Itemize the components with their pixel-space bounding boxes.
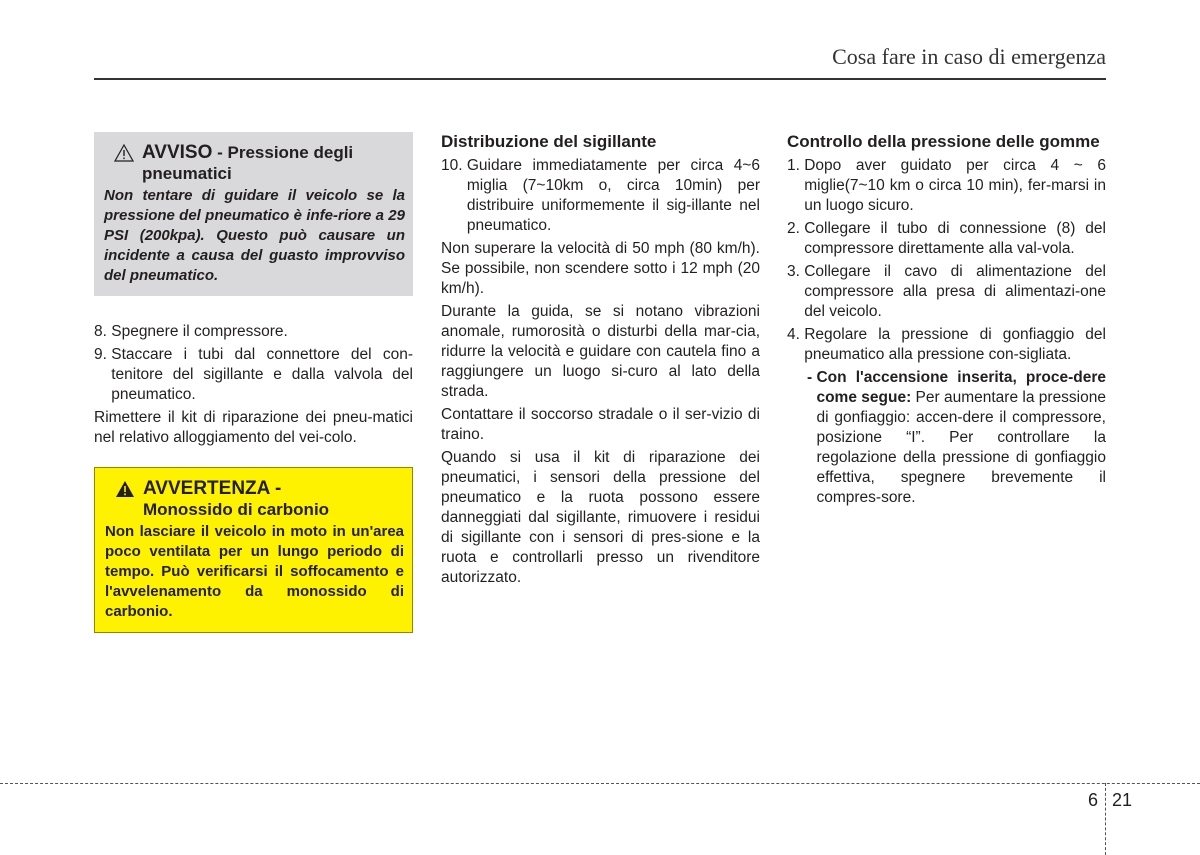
list-item: [787, 156, 1106, 216]
avviso-label: AVVISO: [142, 142, 213, 163]
item-text: Spegnere il compressore.: [111, 323, 288, 340]
list-item: [787, 219, 1106, 259]
header-divider: [94, 78, 1106, 80]
avviso-box: [94, 132, 413, 296]
list-item: [787, 325, 1106, 365]
paragraph: Non superare la velocità di 50 mph (80 km/h). Se possibile, non scendere sotto i 12 mph (20 km/h).: [441, 240, 760, 297]
chapter-number: 6: [1087, 790, 1098, 810]
item-number: 2.: [787, 220, 805, 237]
item-text: Regolare la pressione di gonfiaggio del pneumatico alla pressione con-sigliata.: [804, 326, 1106, 363]
item-number: 3.: [787, 263, 805, 280]
item-number: 10.: [441, 157, 467, 174]
warning-outline-icon: [114, 144, 134, 162]
item-number: 1.: [787, 157, 805, 174]
avvertenza-heading: [105, 478, 404, 520]
sub-item-dash: -: [807, 369, 817, 386]
item-number: 4.: [787, 326, 805, 343]
sub-list-item: [787, 368, 1106, 508]
avviso-heading: [104, 142, 405, 184]
avvertenza-body: Non lasciare il veicolo in moto in un'area poco ventilata per un lungo periodo di tempo. Può verificarsi il soffocamento e l'avvelenamento da monossido di carbonio.: [105, 523, 404, 620]
paragraph: Durante la guida, se si notano vibrazioni anomale, rumorosità o disturbi della mar-cia, ridurre la velocità e guidare con cautela fino a raggiungere un luogo si-curo al lato della strada.: [441, 303, 760, 400]
column-right: [787, 132, 1106, 508]
sub-item-rest: Per aumentare la pressione di gonfiaggio: accen-dere il compressore, posizione “I”. Per controllare la regolazione della pressione di gonfiaggio effettiva, spegnere brevemente il compres-sore.: [816, 389, 1106, 506]
section-heading: Controllo della pressione delle gomme: [787, 132, 1100, 151]
item-text: Staccare i tubi dal connettore del con-tenitore del sigillante e dalla valvola del pneumatico.: [111, 346, 413, 403]
list-item: [94, 322, 413, 342]
sub-item-text: [816, 368, 1106, 508]
avvertenza-label: AVVERTENZA -: [143, 478, 282, 499]
list-item: [787, 262, 1106, 322]
chapter-title: Cosa fare in caso di emergenza: [832, 44, 1106, 69]
warning-filled-icon: [115, 480, 135, 498]
list-item: [94, 345, 413, 405]
paragraph: Contattare il soccorso stradale o il ser-vizio di traino.: [441, 406, 760, 443]
column-middle: [441, 132, 760, 591]
sub-item-bold: Con l'accensione inserita, proce-dere come segue:: [816, 369, 1106, 406]
section-heading: Distribuzione del sigillante: [441, 132, 657, 151]
avviso-subject-line2: pneumatici: [142, 164, 232, 183]
footer-divider: [0, 783, 1200, 784]
item-number: 8.: [94, 323, 112, 340]
item-text: Collegare il tubo di connessione (8) del compressore direttamente alla val-vola.: [804, 220, 1106, 257]
page-number: 21: [1112, 790, 1133, 810]
item-text: Dopo aver guidato per circa 4 ~ 6 miglie(7~10 km o circa 10 min), fer-marsi in un luogo sicuro.: [804, 157, 1106, 214]
column-left: [94, 132, 413, 633]
footer-vertical-divider: [1105, 783, 1106, 855]
paragraph: Quando si usa il kit di riparazione dei pneumatici, i sensori della pressione del pneumatico e la ruota possono essere danneggiati dal sigillante, rimuovere i residui di sigillante con i sensori di pres-sione e la ruota e controllarli presso un rivenditore autorizzato.: [441, 449, 760, 586]
item-number: 9.: [94, 346, 112, 363]
avviso-body: Non tentare di guidare il veicolo se la pressione del pneumatico è infe-riore a 29 PSI (200kpa). Questo può causare un incidente a causa del guasto improvviso del pneumatico.: [104, 187, 405, 284]
list-item: [441, 156, 760, 236]
item-text: Collegare il cavo di alimentazione del compressore alla presa di alimentazi-one del veicolo.: [804, 263, 1106, 320]
avvertenza-subject: Monossido di carbonio: [143, 500, 330, 519]
avviso-subject: - Pressione degli: [212, 143, 354, 162]
item-text: Guidare immediatamente per circa 4~6 miglia (7~10km o, circa 10min) per distribuire uniformemente il sig-illante nel pneumatico.: [466, 157, 760, 234]
paragraph: Rimettere il kit di riparazione dei pneu-matici nel relativo alloggiamento del vei-colo.: [94, 409, 413, 446]
avvertenza-box: [94, 467, 413, 633]
